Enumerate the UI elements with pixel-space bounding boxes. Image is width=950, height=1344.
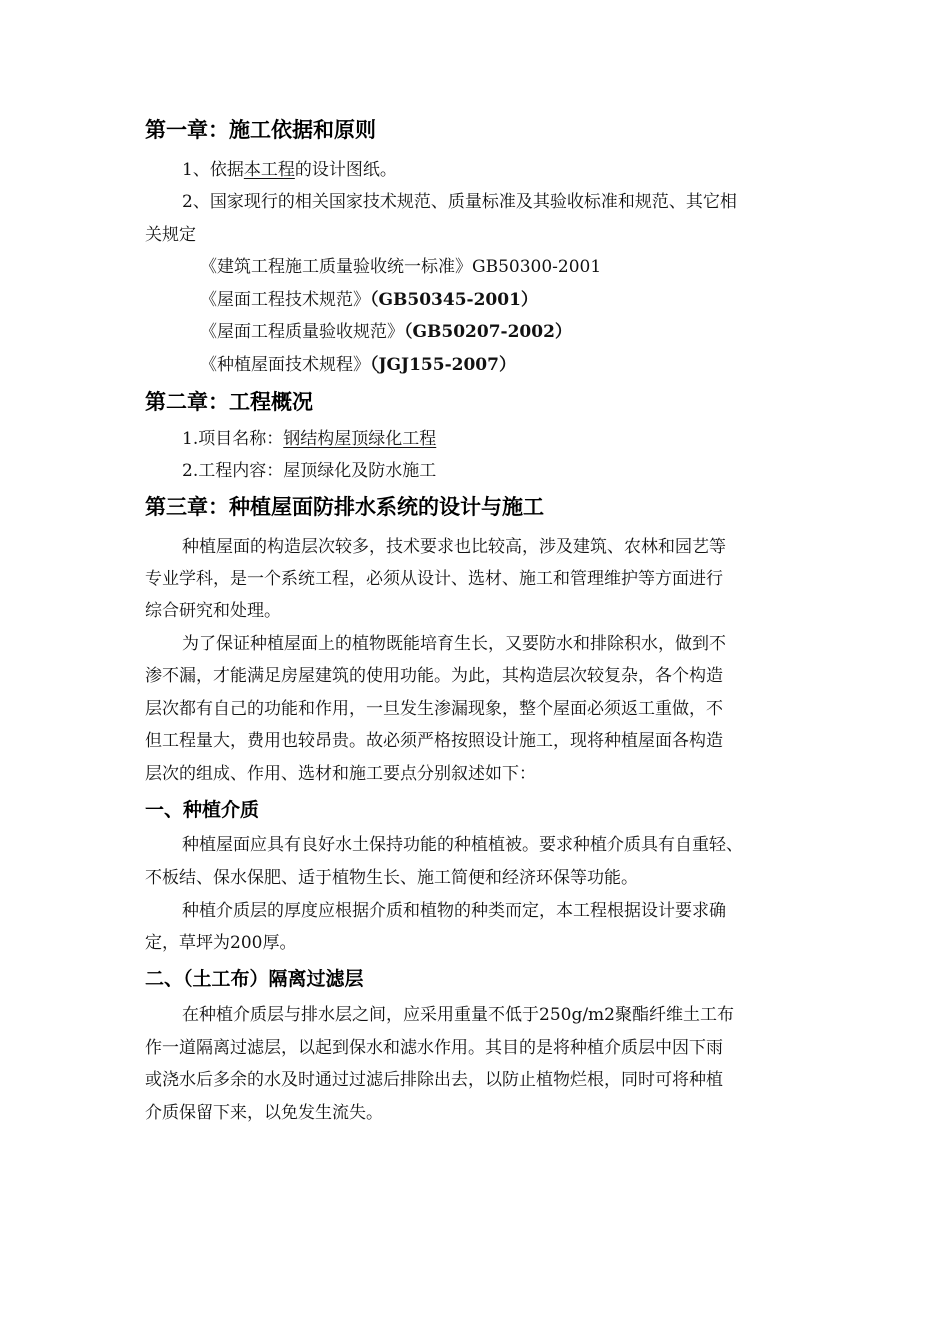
chapter1-item2-line1: 2、国家现行的相关国家技术规范、质量标准及其验收标准和规范、其它相 bbox=[182, 192, 737, 212]
standard-item bbox=[200, 352, 516, 378]
chapter1-item2-line2: 关规定 bbox=[145, 225, 196, 245]
standard-item bbox=[200, 319, 572, 345]
project-name: 钢结构屋顶绿化工程 bbox=[283, 429, 437, 449]
paragraph-line: 层次的组成、作用、选材和施工要点分别叙述如下： bbox=[145, 764, 536, 784]
project-name-line bbox=[182, 426, 436, 452]
paragraph-line: 作一道隔离过滤层，以起到保水和滤水作用。其目的是将种植介质层中因下雨 bbox=[145, 1038, 723, 1058]
paragraph-line: 种植屋面应具有良好水土保持功能的种植植被。要求种植介质具有自重轻、 bbox=[182, 835, 743, 855]
project-content-line: 2.工程内容：屋顶绿化及防水施工 bbox=[182, 461, 437, 481]
paragraph-line: 或浇水后多余的水及时通过过滤后排除出去，以防止植物烂根，同时可将种植 bbox=[145, 1070, 723, 1090]
paragraph-line: 但工程量大，费用也较昂贵。故必须严格按照设计施工，现将种植屋面各构造 bbox=[145, 731, 723, 751]
paragraph-line: 层次都有自己的功能和作用，一旦发生渗漏现象，整个屋面必须返工重做，不 bbox=[145, 699, 723, 719]
standard-code: （GB50345-2001） bbox=[370, 290, 538, 310]
project-label: 1.项目名称： bbox=[182, 429, 284, 449]
item1-underlined: 本工程 bbox=[243, 160, 295, 180]
section2-title: 二、（土工布）隔离过滤层 bbox=[145, 968, 364, 990]
paragraph-line: 渗不漏，才能满足房屋建筑的使用功能。为此，其构造层次较复杂，各个构造 bbox=[145, 666, 723, 686]
section1-title: 一、种植介质 bbox=[145, 799, 260, 821]
paragraph-line: 专业学科，是一个系统工程，必须从设计、选材、施工和管理维护等方面进行 bbox=[145, 569, 723, 589]
item1-prefix: 1、依据 bbox=[182, 160, 244, 180]
standard-code: （JGJ155-2007） bbox=[370, 355, 516, 375]
standard-code: （GB50207-2002） bbox=[404, 322, 572, 342]
item1-suffix: 的设计图纸。 bbox=[294, 160, 397, 180]
chapter2-title: 第二章：工程概况 bbox=[145, 390, 313, 414]
paragraph-line: 不板结、保水保肥、适于植物生长、施工简便和经济环保等功能。 bbox=[145, 868, 638, 888]
standard-item bbox=[200, 287, 538, 313]
standard-code: GB50300-2001 bbox=[472, 257, 602, 277]
standard-name: 《建筑工程施工质量验收统一标准》 bbox=[200, 257, 472, 277]
paragraph-line: 定，草坪为200厚。 bbox=[145, 933, 297, 953]
paragraph-line: 种植屋面的构造层次较多，技术要求也比较高，涉及建筑、农林和园艺等 bbox=[182, 537, 726, 557]
chapter1-item1 bbox=[182, 157, 397, 183]
paragraph-line: 为了保证种植屋面上的植物既能培育生长，又要防水和排除积水，做到不 bbox=[182, 634, 726, 654]
standard-name: 《屋面工程质量验收规范》 bbox=[200, 322, 404, 342]
standard-name: 《屋面工程技术规范》 bbox=[200, 290, 370, 310]
standard-name: 《种植屋面技术规程》 bbox=[200, 355, 370, 375]
paragraph-line: 介质保留下来，以免发生流失。 bbox=[145, 1103, 383, 1123]
paragraph-line: 种植介质层的厚度应根据介质和植物的种类而定，本工程根据设计要求确 bbox=[182, 901, 726, 921]
chapter3-title: 第三章：种植屋面防排水系统的设计与施工 bbox=[145, 495, 544, 519]
standard-item bbox=[200, 254, 601, 280]
chapter1-title: 第一章：施工依据和原则 bbox=[145, 118, 376, 142]
paragraph-line: 综合研究和处理。 bbox=[145, 601, 281, 621]
paragraph-line: 在种植介质层与排水层之间，应采用重量不低于250g/m2聚酯纤维土工布 bbox=[182, 1005, 734, 1025]
